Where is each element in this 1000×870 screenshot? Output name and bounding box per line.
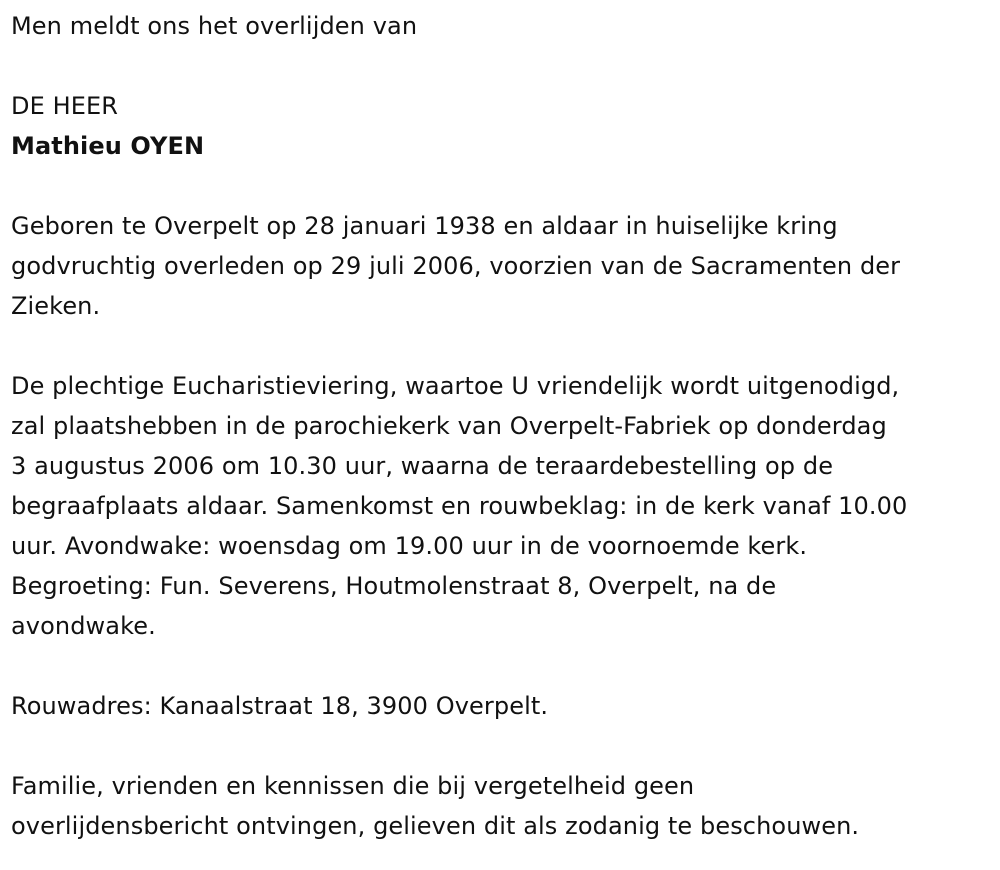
mourning-address: Rouwadres: Kanaalstraat 18, 3900 Overpelt. bbox=[11, 692, 549, 720]
birth-line: Zieken. bbox=[11, 292, 101, 320]
ceremony-line: Begroeting: Fun. Severens, Houtmolenstraat 8, Overpelt, na de bbox=[11, 572, 777, 600]
birth-line: Geboren te Overpelt op 28 januari 1938 en aldaar in huiselijke kring bbox=[11, 212, 838, 240]
ceremony-line: 3 augustus 2006 om 10.30 uur, waarna de teraardebestelling op de bbox=[11, 452, 834, 480]
ceremony-line: begraafplaats aldaar. Samenkomst en rouwbeklag: in de kerk vanaf 10.00 bbox=[11, 492, 908, 520]
spacer bbox=[11, 646, 996, 686]
ceremony-line: zal plaatshebben in de parochiekerk van Overpelt-Fabriek op donderdag bbox=[11, 412, 887, 440]
closing-line: overlijdensbericht ontvingen, gelieven dit als zodanig te beschouwen. bbox=[11, 812, 860, 840]
deceased-name: Mathieu OYEN bbox=[11, 132, 205, 160]
honorific-title: DE HEER bbox=[11, 92, 119, 120]
spacer bbox=[11, 46, 996, 86]
spacer bbox=[11, 326, 996, 366]
ceremony-line: uur. Avondwake: woensdag om 19.00 uur in de voornoemde kerk. bbox=[11, 532, 808, 560]
intro-text: Men meldt ons het overlijden van bbox=[11, 12, 418, 40]
spacer bbox=[11, 726, 996, 766]
closing-line: Familie, vrienden en kennissen die bij vergetelheid geen bbox=[11, 772, 695, 800]
spacer bbox=[11, 166, 996, 206]
ceremony-line: avondwake. bbox=[11, 612, 156, 640]
ceremony-paragraph bbox=[11, 366, 996, 646]
birth-paragraph bbox=[11, 206, 996, 326]
obituary-notice bbox=[11, 6, 996, 846]
birth-line: godvruchtig overleden op 29 juli 2006, voorzien van de Sacramenten der bbox=[11, 252, 901, 280]
ceremony-line: De plechtige Eucharistieviering, waartoe U vriendelijk wordt uitgenodigd, bbox=[11, 372, 900, 400]
closing-paragraph bbox=[11, 766, 996, 846]
